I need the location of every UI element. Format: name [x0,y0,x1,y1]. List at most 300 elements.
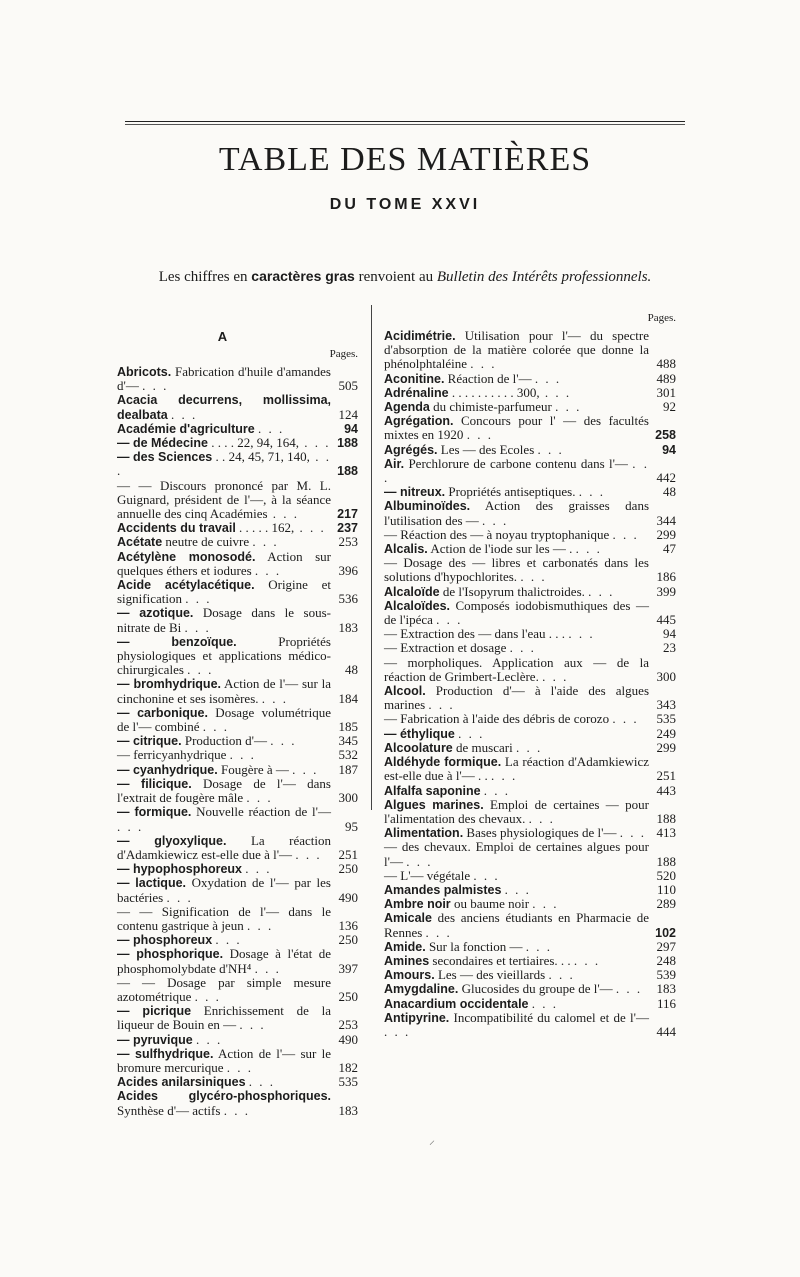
entry-description: de muscari [452,739,516,755]
section-letter: A [217,329,228,344]
index-entry [117,876,358,904]
entry-keyword: Alcool. [384,684,426,699]
leader-dots: . . . [258,420,285,436]
entry-text [117,763,331,777]
entry-text [117,393,331,421]
entry-page-number: 399 [656,583,676,599]
entry-keyword: — sulfhydrique. [117,1046,214,1061]
leader-dots: . . . [384,455,650,486]
entry-description: — — Signification de l'— dans le contenu gastrique à jeun [117,903,331,933]
entry-description: — Extraction des — dans l'eau . . . [384,626,569,642]
entry-text [117,1033,331,1047]
entry-keyword: — azotique. [117,606,194,621]
entry-page-number: 344 [656,512,676,528]
entry-text [384,982,649,996]
page-title: TABLE DES MATIÈRES [218,141,592,178]
entry-keyword: — hypophosphoreux [117,862,242,877]
index-entry [384,386,676,400]
index-entry [384,528,676,542]
entry-text [384,485,649,499]
entry-text [117,422,331,436]
entry-page-number: 116 [656,995,676,1011]
index-entry [384,784,676,798]
index-entry [384,400,676,414]
index-entry [117,393,358,421]
intro-note [80,268,730,286]
leader-dots: . . . [294,520,326,536]
leader-dots: . . . [539,384,572,400]
entry-text [384,414,649,442]
entry-page-number: 444 [656,1023,676,1039]
entry-description: Action des graisses dans l'utilisation des — [384,498,649,528]
entry-text [384,641,649,655]
entry-page-number: 289 [656,896,676,912]
leader-dots: . . . [166,889,193,905]
index-entry [384,755,676,783]
entry-description: Synthèse d'— actifs [117,1102,224,1118]
leader-dots: . . . [194,988,221,1004]
leader-dots: . . . [525,938,552,954]
entry-text [384,968,649,982]
entry-description: de l'Isopyrum thalictroides. [439,583,589,599]
entry-description: Dosage dans le sous-nitrate de Bi [117,605,331,635]
entry-keyword: Amines [384,953,430,968]
index-entry [117,905,358,933]
index-entry [117,748,358,762]
leader-dots: . . . [170,406,198,422]
entry-page-number: 188 [656,810,676,826]
entry-text [117,933,331,947]
entry-page-number: 488 [656,356,676,372]
entry-description: Dosage volumétrique de l'— combiné [117,704,331,735]
entry-page-number: 396 [338,562,358,578]
entry-description: La réaction d'Adamkiewicz est-elle due à l'— . . [384,754,649,784]
pages-label-right: Pages. [647,312,676,324]
entry-text [384,627,649,641]
note-mid: renvoient au [358,269,434,285]
leader-dots: . . . [473,867,500,883]
entry-page-number: 110 [656,881,676,897]
entry-text [384,599,649,627]
entry-text [117,805,331,833]
entry-keyword: Aconitine. [384,371,445,386]
entry-text [384,499,649,527]
entry-description: Les — des vieillards [434,967,549,983]
entry-keyword: Aldéhyde formique. [384,755,502,770]
entry-keyword: Acétate [117,535,163,550]
entry-description: Réaction de l'— [444,370,535,386]
entry-text [384,528,649,542]
leader-dots: . . . [223,1102,250,1118]
entry-page-number: 251 [656,768,676,784]
entry-keyword: — nitreux. [384,485,446,500]
leader-dots: . . . [436,612,463,628]
entry-text [117,905,331,933]
leader-dots: . . . [292,761,319,777]
entry-keyword: Alimentation. [384,826,464,841]
entry-page-number: 536 [338,591,358,607]
leader-dots: . . . [299,435,331,451]
entry-text [117,450,331,478]
entry-page-number: 184 [338,690,358,706]
leader-dots: . . . [117,449,331,479]
index-entry [117,422,358,436]
entry-description: Action de l'— sur le bromure mercurique [117,1045,331,1075]
leader-dots: . . . [202,719,229,735]
pages-label-left: Pages. [329,348,358,360]
entry-text [384,883,649,897]
entry-keyword: Anacardium occidentale [384,996,529,1011]
index-entry [384,599,676,627]
entry-keyword: Amours. [384,968,435,983]
entry-page-number: 217 [337,507,358,522]
entry-page-number: 250 [338,861,358,877]
entry-keyword: Acacia decurrens, mollissima, dealbata [117,393,331,422]
entry-page-number: 248 [656,952,676,968]
index-entry [117,606,358,634]
entry-text [117,677,331,705]
index-entry [384,585,676,599]
entry-description: Fougère à — [217,761,293,777]
entry-description: ou baume noir [450,896,533,912]
index-entry [384,499,676,527]
leader-dots: . . . [548,967,575,983]
entry-description: Dosage à l'état de phosphomolybdate d'NH⁴ [117,946,331,976]
entry-text [384,372,649,386]
index-entry [117,635,358,678]
entry-keyword: — de Médecine [117,436,208,451]
index-entry [384,741,676,755]
entry-description: Nouvelle réaction de l'— [191,804,331,820]
index-entry [117,677,358,705]
entry-description: Fabrication d'huile d'amandes d'— [117,364,331,394]
leader-dots: . . . [195,1031,223,1047]
entry-description: Action de l'— sur la cinchonine et ses isomères. [117,676,331,706]
index-entry [384,542,676,556]
entry-page-number: 94 [663,626,676,642]
index-entry [117,578,358,606]
entry-keyword: Alfalfa saponine [384,783,481,798]
note-italic: Bulletin des Intérêts professionnels. [436,269,652,285]
entry-keyword: Amandes palmistes [384,882,502,897]
leader-dots: . . . [470,356,497,372]
entry-description: Propriétés physiologiques et applications médico-chirurgicales [117,633,331,678]
entry-description: La réaction d'Adamkiewicz est-elle due à l'— [117,832,331,862]
index-entry [384,656,676,684]
entry-keyword: — phosphorique. [117,947,224,962]
index-entry [384,727,676,741]
index-entry [384,798,676,826]
entry-page-number: 445 [656,612,676,628]
index-entry [384,954,676,968]
entry-page-number: 94 [662,442,676,457]
entry-text [117,578,331,606]
index-entry [384,712,676,726]
entry-page-number: 136 [338,917,358,933]
index-entry [384,1011,676,1039]
entry-keyword: Antipyrine. [384,1010,450,1025]
entry-description: . . 24, 45, 71, 140, [212,449,310,465]
entry-keyword: — formique. [117,805,192,820]
leader-dots: . . . [555,399,582,415]
leader-dots: . . . [425,924,452,940]
left-entry-list [117,365,358,1118]
entry-description: Emploi de certaines — pour l'alimentation des chevaux. [384,796,649,826]
leader-dots: . . . [482,512,509,528]
entry-page-number: 188 [337,436,358,451]
entry-description: Action de l'iode sur les — . [427,541,576,557]
entry-text [384,727,649,741]
entry-description: secondaires et tertiaires. . . [429,952,574,968]
leader-dots: . . . [528,810,555,826]
entry-page-number: 489 [656,370,676,386]
leader-dots: . . . [252,534,279,550]
leader-dots: . . . [239,1017,266,1033]
index-entry [384,641,676,655]
note-prefix: Les chiffres en [158,269,248,285]
index-entry [117,734,358,748]
entry-description: . . . . . . . . . . 300, [448,384,540,400]
entry-keyword: — lactique. [117,876,186,891]
entry-page-number: 250 [338,932,358,948]
entry-keyword: Acides anilarsiniques [117,1075,246,1090]
entry-keyword: — éthylique [384,726,455,741]
leader-dots: . . . [573,952,601,968]
entry-page-number: 95 [345,818,358,834]
entry-keyword: Amicale [384,911,432,926]
entry-keyword: — phosphoreux [117,933,213,948]
entry-description: Utilisation pour l'— du spectre d'absorption de la matière colorée que donne la phénolphtaléine [384,328,649,372]
entry-page-number: 442 [656,470,676,486]
entry-text [117,550,331,578]
entry-keyword: Albuminoïdes. [384,499,471,514]
entry-page-number: 188 [656,853,676,869]
index-entry [384,627,676,641]
entry-keyword: Alcaloïde [384,584,440,599]
leader-dots: . . . [542,668,569,684]
leader-dots: . . . [619,825,646,841]
index-entry [384,443,676,457]
entry-description: Bases physiologiques de l'— [463,825,620,841]
entry-page-number: 23 [663,640,676,656]
leader-dots: . . . [612,526,639,542]
entry-text [117,1004,331,1032]
leader-dots: . . . [509,640,536,656]
entry-keyword: — cyanhydrique. [117,762,218,777]
leader-dots: . . . [615,981,643,997]
leader-dots: . . . [491,768,518,784]
entry-text [117,535,331,549]
leader-dots: . . . [458,725,485,741]
entry-keyword: Alcaloïdes. [384,598,450,613]
right-entry-list [384,329,676,1039]
entry-text [384,585,649,599]
entry-description: Enrichissement de la liqueur de Bouin en — [117,1003,331,1033]
leader-dots: . . . [248,1074,276,1090]
note-bold: caractères gras [251,268,355,284]
entry-text [384,741,649,755]
entry-description: Origine et signification [117,577,331,607]
leader-dots: . . . [246,790,273,806]
entry-page-number: 535 [656,711,676,727]
index-entry [117,947,358,975]
entry-keyword: Alcoolature [384,740,453,755]
entry-description: — des chevaux. Emploi de certaines algues pour l'— [384,839,649,869]
index-entry [384,968,676,982]
leader-dots: . . . [515,739,543,755]
index-entry [384,869,676,883]
entry-text [117,1089,331,1117]
entry-keyword: — benzoïque. [117,634,237,649]
entry-text [384,556,649,584]
index-entry [117,1004,358,1032]
index-entry [117,365,358,393]
index-entry [384,329,676,372]
entry-page-number: 301 [656,384,676,400]
entry-page-number: 124 [338,406,358,422]
leader-dots: . . . [578,484,605,500]
entry-page-number: 300 [656,668,676,684]
index-entry [117,834,358,862]
leader-dots: . . . [185,591,212,607]
entry-description: Oxydation de l'— par les bactéries [117,875,331,905]
entry-text [117,862,331,876]
entry-text [117,1047,331,1075]
entry-keyword: Amygdaline. [384,982,459,997]
entry-page-number: 237 [337,521,358,536]
entry-description: Action sur quelques éthers et iodures [117,548,331,578]
leader-dots: . . . [483,782,511,798]
entry-text [384,755,649,783]
entry-keyword: — pyruvique [117,1032,193,1047]
entry-keyword: — citrique. [117,734,182,749]
index-entry [117,1033,358,1047]
index-entry [384,485,676,499]
index-entry [384,997,676,1011]
entry-text [117,521,331,535]
entry-description: — Réaction des — à noyau tryptophanique [384,526,613,542]
entry-text [117,1075,331,1089]
entry-description: — L'— végétale [384,867,474,883]
entry-description: — — Dosage par simple mesure azotométrique [117,974,331,1004]
leader-dots: . . . [531,995,558,1011]
leader-dots: . . . [229,747,256,763]
index-entry [117,777,358,805]
entry-text [384,457,649,485]
leader-dots: . . . [254,960,281,976]
entry-description: — — Discours prononcé par M. L. Guignard, président de l'—, à la séance annuelle des cinq Académies [117,477,331,522]
entry-description: neutre de cuivre [162,534,253,550]
entry-page-number: 345 [338,733,358,749]
leader-dots: . . . [568,626,595,642]
entry-description: des anciens étudiants en Pharmacie de Rennes [384,910,649,940]
leader-dots: . . . [184,619,211,635]
index-entry [384,457,676,485]
leader-dots: . . . [226,1059,253,1075]
entry-description: — Extraction et dosage [384,640,510,656]
leader-dots: . . . [537,441,564,457]
entry-page-number: 182 [338,1059,358,1075]
entry-text [117,606,331,634]
leader-dots: . . . [532,896,559,912]
entry-keyword: Air. [384,456,405,471]
entry-description: Glucosides du groupe de l'— [458,981,616,997]
entry-text [117,635,331,678]
index-entry [117,862,358,876]
entry-text [384,712,649,726]
leader-dots: . . . [504,881,531,897]
entry-text [117,876,331,904]
entry-text [117,947,331,975]
entry-page-number: 47 [663,541,676,557]
index-entry [117,450,358,478]
entry-page-number: 94 [344,421,358,436]
entry-keyword: Agrégés. [384,442,438,457]
entry-page-number: 250 [338,988,358,1004]
entry-keyword: Acide acétylacétique. [117,578,255,593]
leader-dots: . . . [534,370,562,386]
entry-keyword: Acidimétrie. [384,329,456,343]
leader-dots: . . . [117,818,144,834]
entry-text [384,1011,649,1039]
leader-dots: . . . [520,569,547,585]
entry-text [117,777,331,805]
entry-keyword: Accidents du travail [117,521,236,536]
entry-description: Incompatibilité du calomel et de l'— [449,1009,649,1025]
index-entry [117,535,358,549]
index-entry [117,479,358,522]
entry-keyword: Algues marines. [384,797,484,812]
entry-page-number: 397 [338,960,358,976]
leader-dots: . . . [466,427,493,443]
index-entry [384,414,676,442]
entry-page-number: 343 [656,697,676,713]
entry-description: Composés iodobismuthiques des — de l'ipéca [384,597,649,628]
entry-page-number: 299 [656,526,676,542]
entry-text [384,386,649,400]
entry-page-number: 48 [663,484,676,500]
entry-page-number: 520 [656,867,676,883]
index-entry [384,840,676,868]
entry-keyword: Agenda [384,400,430,415]
index-entry [384,826,676,840]
entry-description: — Dosage des — libres et carbonatés dans les solutions d'hypochlorites. [384,555,649,585]
entry-text [384,656,649,684]
entry-text [384,997,649,1011]
entry-page-number: 297 [656,938,676,954]
entry-page-number: 185 [338,719,358,735]
leader-dots: . . . [215,932,242,948]
entry-page-number: 251 [338,846,358,862]
entry-text [384,897,649,911]
entry-text [117,976,331,1004]
entry-text [117,706,331,734]
entry-page-number: 258 [655,428,676,443]
entry-page-number: 187 [338,761,358,777]
entry-page-number: 535 [338,1074,358,1090]
index-entry [117,1047,358,1075]
leader-dots: . . . [245,861,272,877]
entry-description: — Fabrication à l'aide des débris de corozo [384,711,613,727]
index-entry [384,897,676,911]
entry-page-number: 186 [656,569,676,585]
index-entry [384,684,676,712]
entry-keyword: Amide. [384,939,426,954]
index-entry [117,706,358,734]
entry-page-number: 183 [338,619,358,635]
entry-keyword: Acides glycéro-phosphoriques. [117,1089,331,1104]
header-rule [125,121,685,125]
